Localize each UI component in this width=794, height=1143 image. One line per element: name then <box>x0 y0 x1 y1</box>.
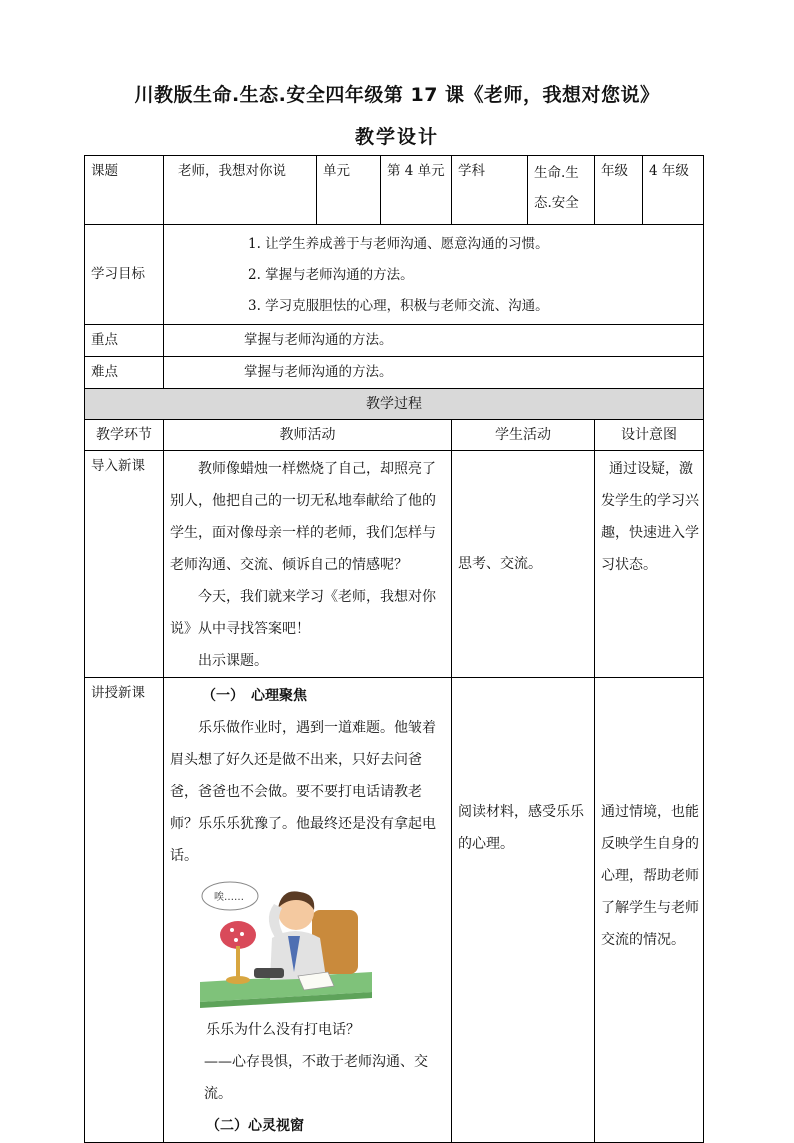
process-header-row <box>85 389 704 420</box>
section-title-psych-focus: （一） 心理聚焦 <box>202 688 307 704</box>
lamp-stand <box>236 946 240 978</box>
goals-label: 学习目标 <box>85 225 164 325</box>
boy-at-desk-illustration <box>200 880 372 1008</box>
goal-item: 1. 让学生养成善于与老师沟通、愿意沟通的习惯。 <box>248 236 549 252</box>
answer-text: ——心存畏惧，不敢于老师沟通、交流。 <box>204 1054 428 1102</box>
student-activity-text: 阅读材料，感受乐乐的心理。 <box>458 804 584 852</box>
goal-item: 2. 掌握与老师沟通的方法。 <box>248 267 414 283</box>
column-header-student: 学生活动 <box>452 420 595 451</box>
key-point-row <box>85 325 704 357</box>
column-header-stage: 教学环节 <box>85 420 164 451</box>
key-point-label: 重点 <box>85 325 164 357</box>
question-text: 乐乐为什么没有打电话？ <box>206 1022 360 1038</box>
lamp-base <box>226 976 250 984</box>
speech-bubble-text: 唉…… <box>214 892 244 903</box>
design-intent-text: 通过设疑，激发学生的学习兴趣，快速进入学习状态。 <box>601 461 699 573</box>
design-intent-text: 通过情境，也能反映学生自身的心理，帮助老师了解学生与老师交流的情况。 <box>601 804 699 948</box>
topic-label: 课题 <box>85 156 164 225</box>
grade-value: 4 年级 <box>643 156 704 225</box>
design-intent-new-lesson <box>595 678 704 1143</box>
process-row-intro <box>85 451 704 678</box>
teacher-paragraph: 乐乐做作业时，遇到一道难题。他皱着眉头想了好久还是做不出来，只好去问爸爸，爸爸也不会做。要不要打电话请教老师？乐乐乐犹豫了。他最终还是没有拿起电话。 <box>170 720 436 864</box>
subject-label: 学科 <box>452 156 528 225</box>
key-point-value: 掌握与老师沟通的方法。 <box>164 325 704 357</box>
document-subtitle: 教学设计 <box>354 126 439 148</box>
difficulty-row <box>85 357 704 389</box>
section-title-soul-window: （二）心灵视窗 <box>206 1118 304 1134</box>
goals-row <box>85 225 704 325</box>
info-row <box>85 156 704 225</box>
process-row-new-lesson <box>85 678 704 1143</box>
topic-value: 老师，我想对你说 <box>164 156 317 225</box>
grade-label: 年级 <box>595 156 643 225</box>
document-title: 川教版生命.生态.安全四年级第 17 课《老师，我想对您说》 <box>134 84 660 106</box>
teacher-paragraph: 出示课题。 <box>198 653 268 669</box>
stage-intro: 导入新课 <box>85 451 164 678</box>
unit-value: 第 4 单元 <box>381 156 452 225</box>
teacher-activity-intro <box>164 451 452 678</box>
goals-cell <box>164 225 704 325</box>
design-intent-intro <box>595 451 704 678</box>
subject-value: 生命.生态.安全 <box>528 156 595 225</box>
student-activity-new-lesson <box>452 678 595 1143</box>
teacher-paragraph: 教师像蜡烛一样燃烧了自己，却照亮了别人，他把自己的一切无私地奉献给了他的学生，面对像母亲一样的老师，我们怎样与老师沟通、交流、倾诉自己的情感呢？ <box>170 461 436 573</box>
difficulty-value: 掌握与老师沟通的方法。 <box>164 357 704 389</box>
difficulty-label: 难点 <box>85 357 164 389</box>
student-activity-intro: 思考、交流。 <box>452 451 595 678</box>
lamp-shade <box>220 921 256 949</box>
telephone <box>254 968 284 978</box>
column-header-intent: 设计意图 <box>595 420 704 451</box>
unit-label: 单元 <box>317 156 381 225</box>
column-header-teacher: 教师活动 <box>164 420 452 451</box>
stage-new-lesson: 讲授新课 <box>85 678 164 1143</box>
goal-item: 3. 学习克服胆怯的心理，积极与老师交流、沟通。 <box>248 298 549 314</box>
teacher-activity-new-lesson <box>164 678 452 1143</box>
lesson-plan-table <box>84 155 704 1143</box>
process-column-headers <box>85 420 704 451</box>
process-header: 教学过程 <box>85 389 704 420</box>
teacher-paragraph: 今天，我们就来学习《老师，我想对你说》从中寻找答案吧！ <box>170 589 436 637</box>
